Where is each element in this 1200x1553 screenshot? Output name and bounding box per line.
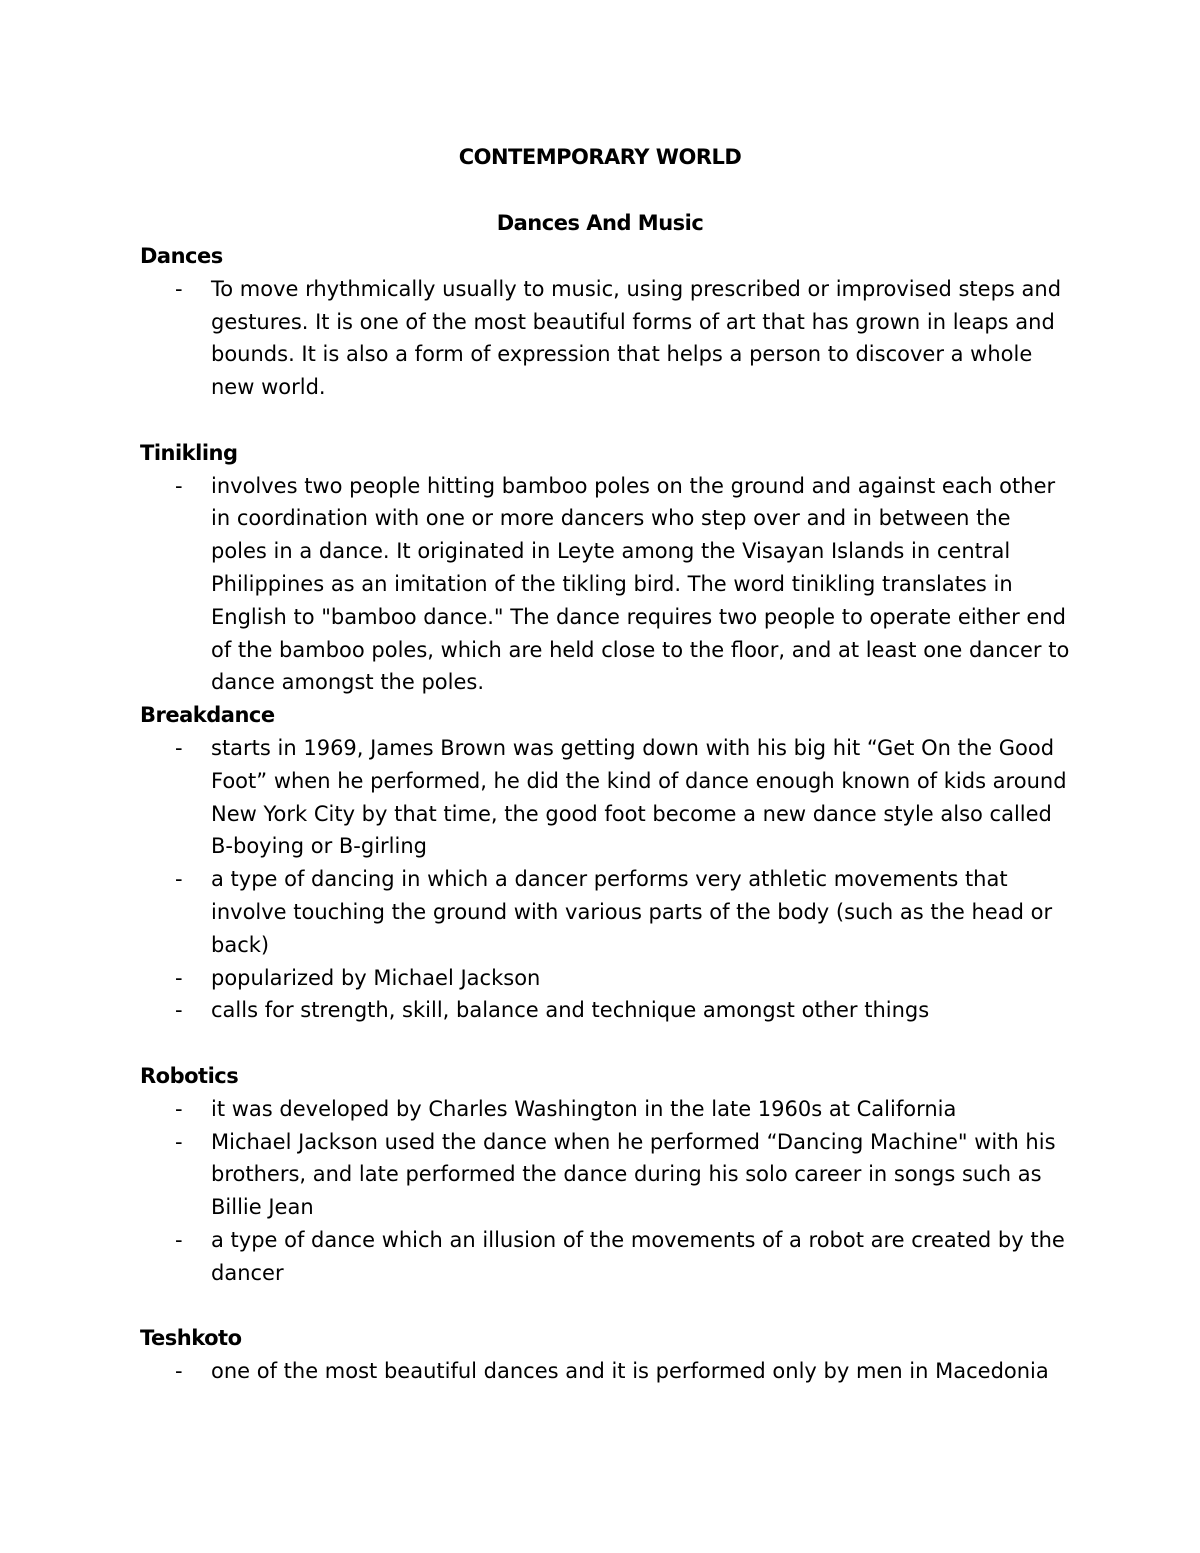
list-item (140, 1355, 1070, 1388)
bullet-list (140, 1355, 1070, 1388)
bullet-dash: - (175, 867, 183, 892)
section-tinikling (140, 437, 1070, 699)
bullet-list (140, 732, 1070, 1027)
bullet-dash: - (175, 735, 183, 760)
document-title: CONTEMPORARY WORLD (458, 145, 742, 169)
bullet-list (140, 1093, 1070, 1290)
list-item (140, 1224, 1070, 1290)
bullet-list (140, 273, 1070, 404)
section-heading: Tinikling (140, 440, 238, 465)
list-item-text: involves two people hitting bamboo poles on the ground and against each other in coordination with one or more dancers who step over and in between the poles in a dance. It originated in Leyte among the Visayan Islands in central Philippines as an imitation of the tikling bird. The word tinikling translates in English to "bamboo dance." The dance requires two people to operate either end of the bamboo poles, which are held close to the floor, and at least one dancer to dance amongst the poles. (211, 473, 1070, 695)
bullet-dash: - (175, 473, 183, 498)
section-heading: Dances (140, 244, 223, 268)
list-item-text: starts in 1969, James Brown was getting down with his big hit “Get On the Good Foot” when he performed, he did the kind of dance enough known of kids around New York City by that time, the good foot become a new dance style also called B-boying or B-girling (211, 735, 1067, 859)
list-item (140, 273, 1070, 404)
section-spacer (140, 1027, 1070, 1060)
section-breakdance (140, 699, 1070, 1027)
list-item (140, 470, 1070, 700)
section-spacer (140, 404, 1070, 437)
bullet-dash: - (175, 1359, 183, 1384)
list-item (140, 863, 1070, 961)
bullet-dash: - (175, 1129, 183, 1154)
list-item (140, 962, 1070, 995)
section-heading: Teshkoto (140, 1326, 242, 1351)
list-item-text: Michael Jackson used the dance when he performed “Dancing Machine" with his brothers, and late performed the dance during his solo career in songs such as Billie Jean (211, 1129, 1056, 1220)
document-subtitle: Dances And Music (496, 211, 704, 235)
bullet-dash: - (175, 1096, 183, 1121)
list-item-text: it was developed by Charles Washington in the late 1960s at California (211, 1096, 957, 1121)
list-item-text: popularized by Michael Jackson (211, 965, 541, 990)
list-item-text: a type of dance which an illusion of the movements of a robot are created by the dancer (211, 1227, 1065, 1285)
list-item-text: To move rhythmically usually to music, using prescribed or improvised steps and gestures. It is one of the most beautiful forms of art that has grown in leaps and bounds. It is also a form of expression that helps a person to discover a whole new world. (211, 276, 1062, 400)
list-item-text: calls for strength, skill, balance and technique amongst other things (211, 998, 930, 1023)
bullet-dash: - (175, 998, 183, 1023)
section-heading: Breakdance (140, 703, 275, 728)
list-item (140, 994, 1070, 1027)
bullet-list (140, 470, 1070, 700)
bullet-dash: - (175, 965, 183, 990)
list-item-text: one of the most beautiful dances and it is performed only by men in Macedonia (211, 1359, 1049, 1384)
document-body (140, 240, 1070, 1388)
list-item (140, 1093, 1070, 1126)
section-heading: Robotics (140, 1063, 239, 1088)
section-dances (140, 240, 1070, 404)
section-spacer (140, 1290, 1070, 1323)
bullet-dash: - (175, 276, 183, 301)
section-robotics (140, 1060, 1070, 1290)
list-item (140, 732, 1070, 863)
list-item (140, 1126, 1070, 1224)
bullet-dash: - (175, 1227, 183, 1252)
section-teshkoto (140, 1322, 1070, 1388)
list-item-text: a type of dancing in which a dancer performs very athletic movements that involve touching the ground with various parts of the body (such as the head or back) (211, 867, 1053, 957)
